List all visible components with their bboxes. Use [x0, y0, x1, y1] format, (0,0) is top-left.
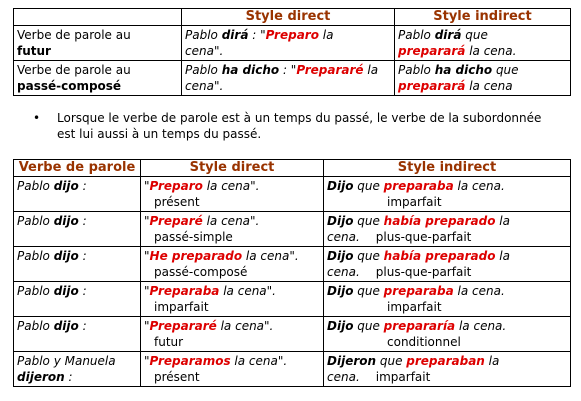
quote-rest: la cena". [242, 249, 299, 263]
subject-text: Pablo [398, 63, 435, 77]
subject-text: Pablo [398, 28, 435, 42]
subject-text: Pablo [17, 284, 54, 298]
direct-style-cell [141, 177, 324, 212]
conjunction: que [353, 179, 384, 193]
direct-style-cell [141, 282, 324, 317]
indirect-style-cell [395, 26, 571, 61]
table-row [14, 26, 571, 61]
table-row [14, 177, 571, 212]
speech-verb: ha dicho [434, 63, 493, 77]
quote-rest: la cena". [216, 319, 274, 333]
colon-text: : [78, 249, 87, 263]
quote-end: cena". [185, 79, 224, 93]
row-label-line1: Verbe de parole au [17, 63, 131, 77]
direct-style-cell [141, 247, 324, 282]
quoted-verb: Prepararé [296, 63, 364, 77]
direct-style-cell [141, 212, 324, 247]
table-header-row [14, 160, 571, 177]
quoted-verb: Preparo [149, 179, 203, 193]
indirect-style-cell [395, 61, 571, 96]
conjunction: que [376, 354, 407, 368]
tense-label: futur [154, 335, 184, 349]
indirect-style-cell [324, 177, 571, 212]
reported-rest: la cena. [453, 284, 505, 298]
reported-rest-line2: cena. [327, 230, 360, 244]
quote-open: : " [279, 63, 297, 77]
speech-verb-cell [14, 352, 141, 387]
quote-open: " [144, 249, 150, 263]
tense-label: plus-que-parfait [375, 265, 472, 279]
quote-open: " [144, 354, 150, 368]
speech-verb: Dijo [327, 249, 354, 263]
reported-verb: había preparado [383, 249, 496, 263]
subject-text: Pablo y Manuela [17, 354, 116, 368]
colon-text: : [78, 214, 87, 228]
table-header-row [14, 9, 571, 26]
table-row [14, 282, 571, 317]
conjunction: que [353, 249, 384, 263]
speech-verb: dirá [221, 28, 249, 42]
reported-rest: la [495, 214, 510, 228]
quoted-verb: Prepararé [149, 319, 217, 333]
subject-text: Pablo [17, 214, 54, 228]
reported-rest: la cena. [455, 319, 507, 333]
reported-verb: había preparado [383, 214, 496, 228]
empty-header-cell [14, 9, 182, 26]
row-label-tense: passé-composé [17, 79, 122, 93]
reported-verb: preparaba [383, 284, 454, 298]
quote-rest: la cena". [202, 214, 260, 228]
subject-text: Pablo [17, 319, 54, 333]
subject-text: Pablo [17, 179, 54, 193]
tense-label: imparfait [387, 195, 442, 209]
speech-verb-cell [14, 282, 141, 317]
reported-verb: preparará [398, 44, 466, 58]
quoted-verb: He preparado [149, 249, 243, 263]
bullet-note [33, 110, 553, 142]
speech-verb: Dijo [327, 284, 354, 298]
indirect-style-cell [324, 212, 571, 247]
conjunction: que [492, 63, 519, 77]
direct-style-cell [141, 317, 324, 352]
row-label-line1: Verbe de parole au [17, 28, 131, 42]
quote-rest: la [318, 28, 334, 42]
speech-verb: Dijeron [327, 354, 377, 368]
table-row [14, 352, 571, 387]
quote-open: " [144, 284, 150, 298]
header-style-direct: Style direct [141, 160, 324, 177]
colon-text: : [64, 370, 73, 384]
subject-text: Pablo [185, 28, 222, 42]
colon-text: : [78, 319, 87, 333]
table-row [14, 61, 571, 96]
quoted-verb: Preparamos [149, 354, 231, 368]
speech-verb: dijeron [17, 370, 65, 384]
tense-table-past [13, 159, 571, 387]
quote-open: " [144, 179, 150, 193]
indirect-style-cell [324, 317, 571, 352]
colon-text: : [78, 284, 87, 298]
speech-verb: ha dicho [221, 63, 280, 77]
reported-rest: la [484, 354, 500, 368]
direct-style-cell [182, 26, 395, 61]
tense-label: plus-que-parfait [375, 230, 472, 244]
tense-label: passé-composé [154, 265, 248, 279]
speech-verb-cell [14, 177, 141, 212]
reported-rest-line2: cena. [327, 370, 360, 384]
quoted-verb: Preparé [149, 214, 203, 228]
tense-table-present [13, 8, 571, 96]
quote-open: " [144, 319, 150, 333]
quote-open: : " [248, 28, 266, 42]
quote-rest: la cena". [230, 354, 288, 368]
speech-verb: dijo [53, 179, 79, 193]
reported-verb: preparaban [406, 354, 485, 368]
header-style-direct: Style direct [182, 9, 395, 26]
reported-rest: la cena [465, 79, 513, 93]
speech-verb: Dijo [327, 179, 354, 193]
speech-verb-cell [14, 212, 141, 247]
reported-verb: preparaba [383, 179, 454, 193]
tense-label: passé-simple [154, 230, 233, 244]
conjunction: que [353, 214, 384, 228]
conjunction: que [461, 28, 488, 42]
quote-end: cena". [185, 44, 224, 58]
speech-verb-cell [14, 317, 141, 352]
row-label-tense: futur [17, 44, 51, 58]
header-verbe-de-parole: Verbe de parole [14, 160, 141, 177]
reported-rest-line2: cena. [327, 265, 360, 279]
tense-label: imparfait [375, 370, 431, 384]
indirect-style-cell [324, 282, 571, 317]
speech-verb: Dijo [327, 319, 354, 333]
tense-label: conditionnel [387, 335, 461, 349]
speech-verb-cell [14, 26, 182, 61]
reported-rest: la [495, 249, 510, 263]
speech-verb: dijo [53, 214, 79, 228]
colon-text: : [78, 179, 87, 193]
quoted-verb: Preparo [265, 28, 319, 42]
speech-verb: dirá [434, 28, 462, 42]
tense-label: présent [154, 195, 200, 209]
speech-verb: dijo [53, 319, 79, 333]
quote-rest: la cena". [219, 284, 276, 298]
table-row [14, 247, 571, 282]
table-row [14, 317, 571, 352]
speech-verb-cell [14, 247, 141, 282]
bullet-text: Lorsque le verbe de parole est à un temps du passé, le verbe de la subordonnée est lui aussi à un temps du passé. [57, 111, 542, 141]
quote-rest: la [363, 63, 379, 77]
tense-label: présent [154, 370, 200, 384]
direct-style-cell [141, 352, 324, 387]
speech-verb: Dijo [327, 214, 354, 228]
quoted-verb: Preparaba [149, 284, 220, 298]
header-style-indirect: Style indirect [324, 160, 571, 177]
bullet-icon: • [33, 111, 41, 125]
quote-rest: la cena". [202, 179, 260, 193]
speech-verb: dijo [53, 284, 79, 298]
tense-label: imparfait [387, 300, 442, 314]
indirect-style-cell [324, 352, 571, 387]
reported-verb: preparará [398, 79, 466, 93]
reported-rest: la cena. [465, 44, 517, 58]
subject-text: Pablo [17, 249, 54, 263]
table-row [14, 212, 571, 247]
indirect-style-cell [324, 247, 571, 282]
header-style-indirect: Style indirect [395, 9, 571, 26]
reported-verb: prepararía [383, 319, 456, 333]
direct-style-cell [182, 61, 395, 96]
speech-verb-cell [14, 61, 182, 96]
speech-verb: dijo [53, 249, 79, 263]
subject-text: Pablo [185, 63, 222, 77]
conjunction: que [353, 319, 384, 333]
tense-label: imparfait [154, 300, 209, 314]
quote-open: " [144, 214, 150, 228]
reported-rest: la cena. [453, 179, 505, 193]
table-body [14, 177, 571, 387]
conjunction: que [353, 284, 384, 298]
